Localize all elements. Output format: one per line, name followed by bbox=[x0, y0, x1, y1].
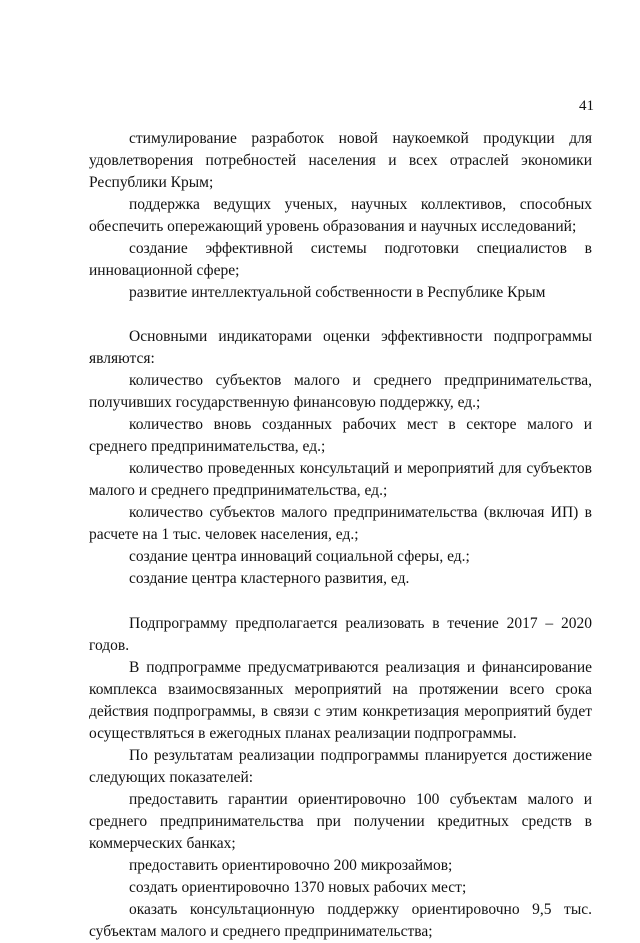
result-consulting-support: оказать консультационную поддержку ориентировочно 9,5 тыс. субъектам малого и среднего предпринимательства; bbox=[89, 901, 592, 940]
section-gap bbox=[89, 590, 592, 613]
indicator-social-innovation-center: создание центра инноваций социальной сферы, ед.; bbox=[129, 548, 470, 565]
result-microloans: предоставить ориентировочно 200 микрозаймов; bbox=[129, 857, 453, 874]
document-body bbox=[89, 128, 592, 943]
paragraph-indicators-intro: Основными индикаторами оценки эффективности подпрограммы являются: bbox=[89, 328, 592, 367]
section-gap bbox=[89, 304, 592, 326]
paragraph-specialist-training: создание эффективной системы подготовки специалистов в инновационной сфере; bbox=[89, 240, 592, 279]
indicator-consultations: количество проведенных консультаций и мероприятий для субъектов малого и среднего предпринимательства, ед.; bbox=[89, 460, 592, 499]
paragraph-innovation-stimulation: стимулирование разработок новой наукоемкой продукции для удовлетворения потребностей населения и всех отраслей экономики Республики Крым; bbox=[89, 130, 592, 191]
indicator-cluster-center: создание центра кластерного развития, ед. bbox=[129, 570, 410, 587]
paragraph-activities-financing: В подпрограмме предусматриваются реализация и финансирование комплекса взаимосвязанных мероприятий на протяжении всего срока действия подпрограммы, в связи с этим конкретизация мероприятий будет осуществляться в ежегодных планах реализации подпрограммы. bbox=[89, 659, 592, 742]
paragraph-intellectual-property: развитие интеллектуальной собственности в Республике Крым bbox=[129, 284, 546, 301]
indicator-supported-entities: количество субъектов малого и среднего предпринимательства, получивших государственную финансовую поддержку, ед.; bbox=[89, 372, 592, 411]
indicator-new-jobs: количество вновь созданных рабочих мест в секторе малого и среднего предпринимательства, ед.; bbox=[89, 416, 592, 455]
indicator-entities-per-thousand: количество субъектов малого предпринимательства (включая ИП) в расчете на 1 тыс. человек населения, ед.; bbox=[89, 504, 592, 543]
paragraph-implementation-period: Подпрограмму предполагается реализовать в течение 2017 – 2020 годов. bbox=[89, 615, 592, 654]
paragraph-expected-results-intro: По результатам реализации подпрограммы планируется достижение следующих показателей: bbox=[89, 747, 592, 786]
paragraph-scientist-support: поддержка ведущих ученых, научных коллективов, способных обеспечить опережающий уровень образования и научных исследований; bbox=[89, 196, 592, 235]
page-number: 41 bbox=[579, 98, 594, 114]
result-guarantees: предоставить гарантии ориентировочно 100 субъектам малого и среднего предпринимательства при получении кредитных средств в коммерческих банках; bbox=[89, 791, 592, 852]
result-new-jobs: создать ориентировочно 1370 новых рабочих мест; bbox=[129, 879, 467, 896]
